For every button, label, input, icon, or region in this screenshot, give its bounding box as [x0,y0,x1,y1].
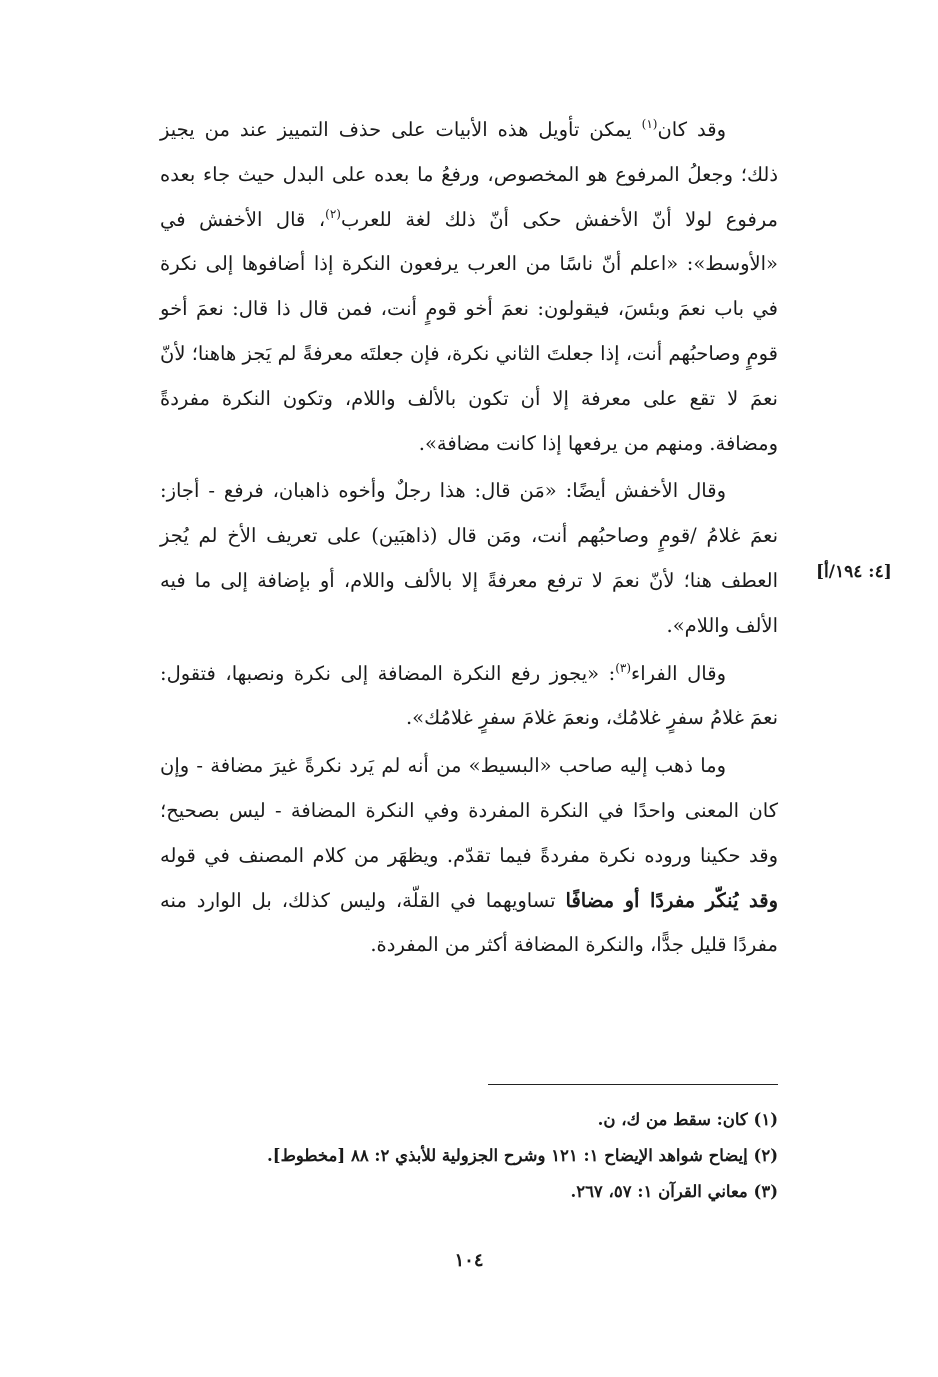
segment: ، قال الأخفش في «الأوسط»: «اعلم أنّ ناسًا من العرب يرفعون النكرة إذا أضافوها إلى نكرة في باب نعمَ وبئسَ، فيقولون: نعمَ أخو قومٍ أنت، فمن قال ذا قال: نعمَ أخو قومٍ وصاحبُهم أنت، إذا جعلتَ الثاني نكرة، فإن جعلتَه معرفةً لم يَجز هاهنا؛ لأنّ نعمَ لا تقع على معرفة إلا أن تكون بالألف واللام، وتكون النكرة مفردةً ومضافة. ومنهم من يرفعها إذا كانت مضافة». [160,207,778,455]
footnote-ref-3[interactable]: (٣) [615,660,632,675]
footnotes [138,1102,778,1210]
segment: تساويهما في القلّة، وليس كذلك، بل الوارد منه مفردًا قليل جدًّا، والنكرة المضافة أكثر من المفردة. [160,888,778,957]
footnote-divider [488,1084,778,1085]
segment: وقد كان [657,118,726,141]
manuscript-folio-note: [٤: ١٩٤/أ] [816,562,892,582]
footnote-2: (٢) إيضاح شواهد الإيضاح ١: ١٢١ وشرح الجزولية للأبذي ٢: ٨٨ [مخطوط]. [267,1146,778,1165]
segment: وما ذهب إليه صاحب «البسيط» من أنه لم يَرد نكرةً غيرَ مضافة - وإن كان المعنى واحدًا في النكرة المفردة وفي النكرة المضافة - ليس بصحيح؛ وقد حكينا وروده نكرة مفردةً فيما تقدّم. ويظهَر من كلام المصنف في قوله [160,754,778,867]
paragraph-1 [160,108,778,466]
paragraph-4 [160,744,778,968]
footnote-ref-2[interactable]: (٢) [325,206,341,221]
segment: وقال الفراء [631,661,726,685]
footnote-1: (١) كان: سقط من ك، ن. [597,1110,778,1129]
page-number: ١٠٤ [454,1250,484,1271]
footnote-ref-1[interactable]: (١) [641,117,658,131]
paragraph-3 [160,652,778,742]
segment: وقال الأخفش أيضًا: «مَن قال: هذا رجلٌ وأخوه ذاهبان، فرفع - أجاز: نعمَ غلامُ /قومٍ وصاحبُهم أنت، ومَن قال (ذاهبَين) على تعريف الأخ لم يُجز العطف هنا؛ لأنّ نعمَ لا ترفع معرفةً إلا بالألف واللام، أو بإضافة إلى ما فيه الألف واللام». [160,479,778,637]
main-text [160,108,778,971]
footnote-3: (٣) معاني القرآن ١: ٥٧، ٢٦٧. [570,1182,778,1201]
paragraph-2 [160,469,778,648]
segment: : «يجوز رفع النكرة المضافة إلى نكرة ونصبها، فتقول: نعمَ غلامُ سفرٍ غلامُك، ونعمَ غلامَ سفرٍ غلامُك». [160,661,778,730]
bold-quotation: وقد يُنكّر مفردًا أو مضافًا [565,888,778,912]
segment: يمكن تأويل هذه الأبيات على حذف التمييز عند من يجيز ذلك؛ وجعلُ المرفوع هو المخصوص، ورفعُ ما بعده على البدل حيث جاء بعده مرفوع لولا أنّ الأخفش حكى أنّ ذلك لغة للعرب [160,118,778,231]
